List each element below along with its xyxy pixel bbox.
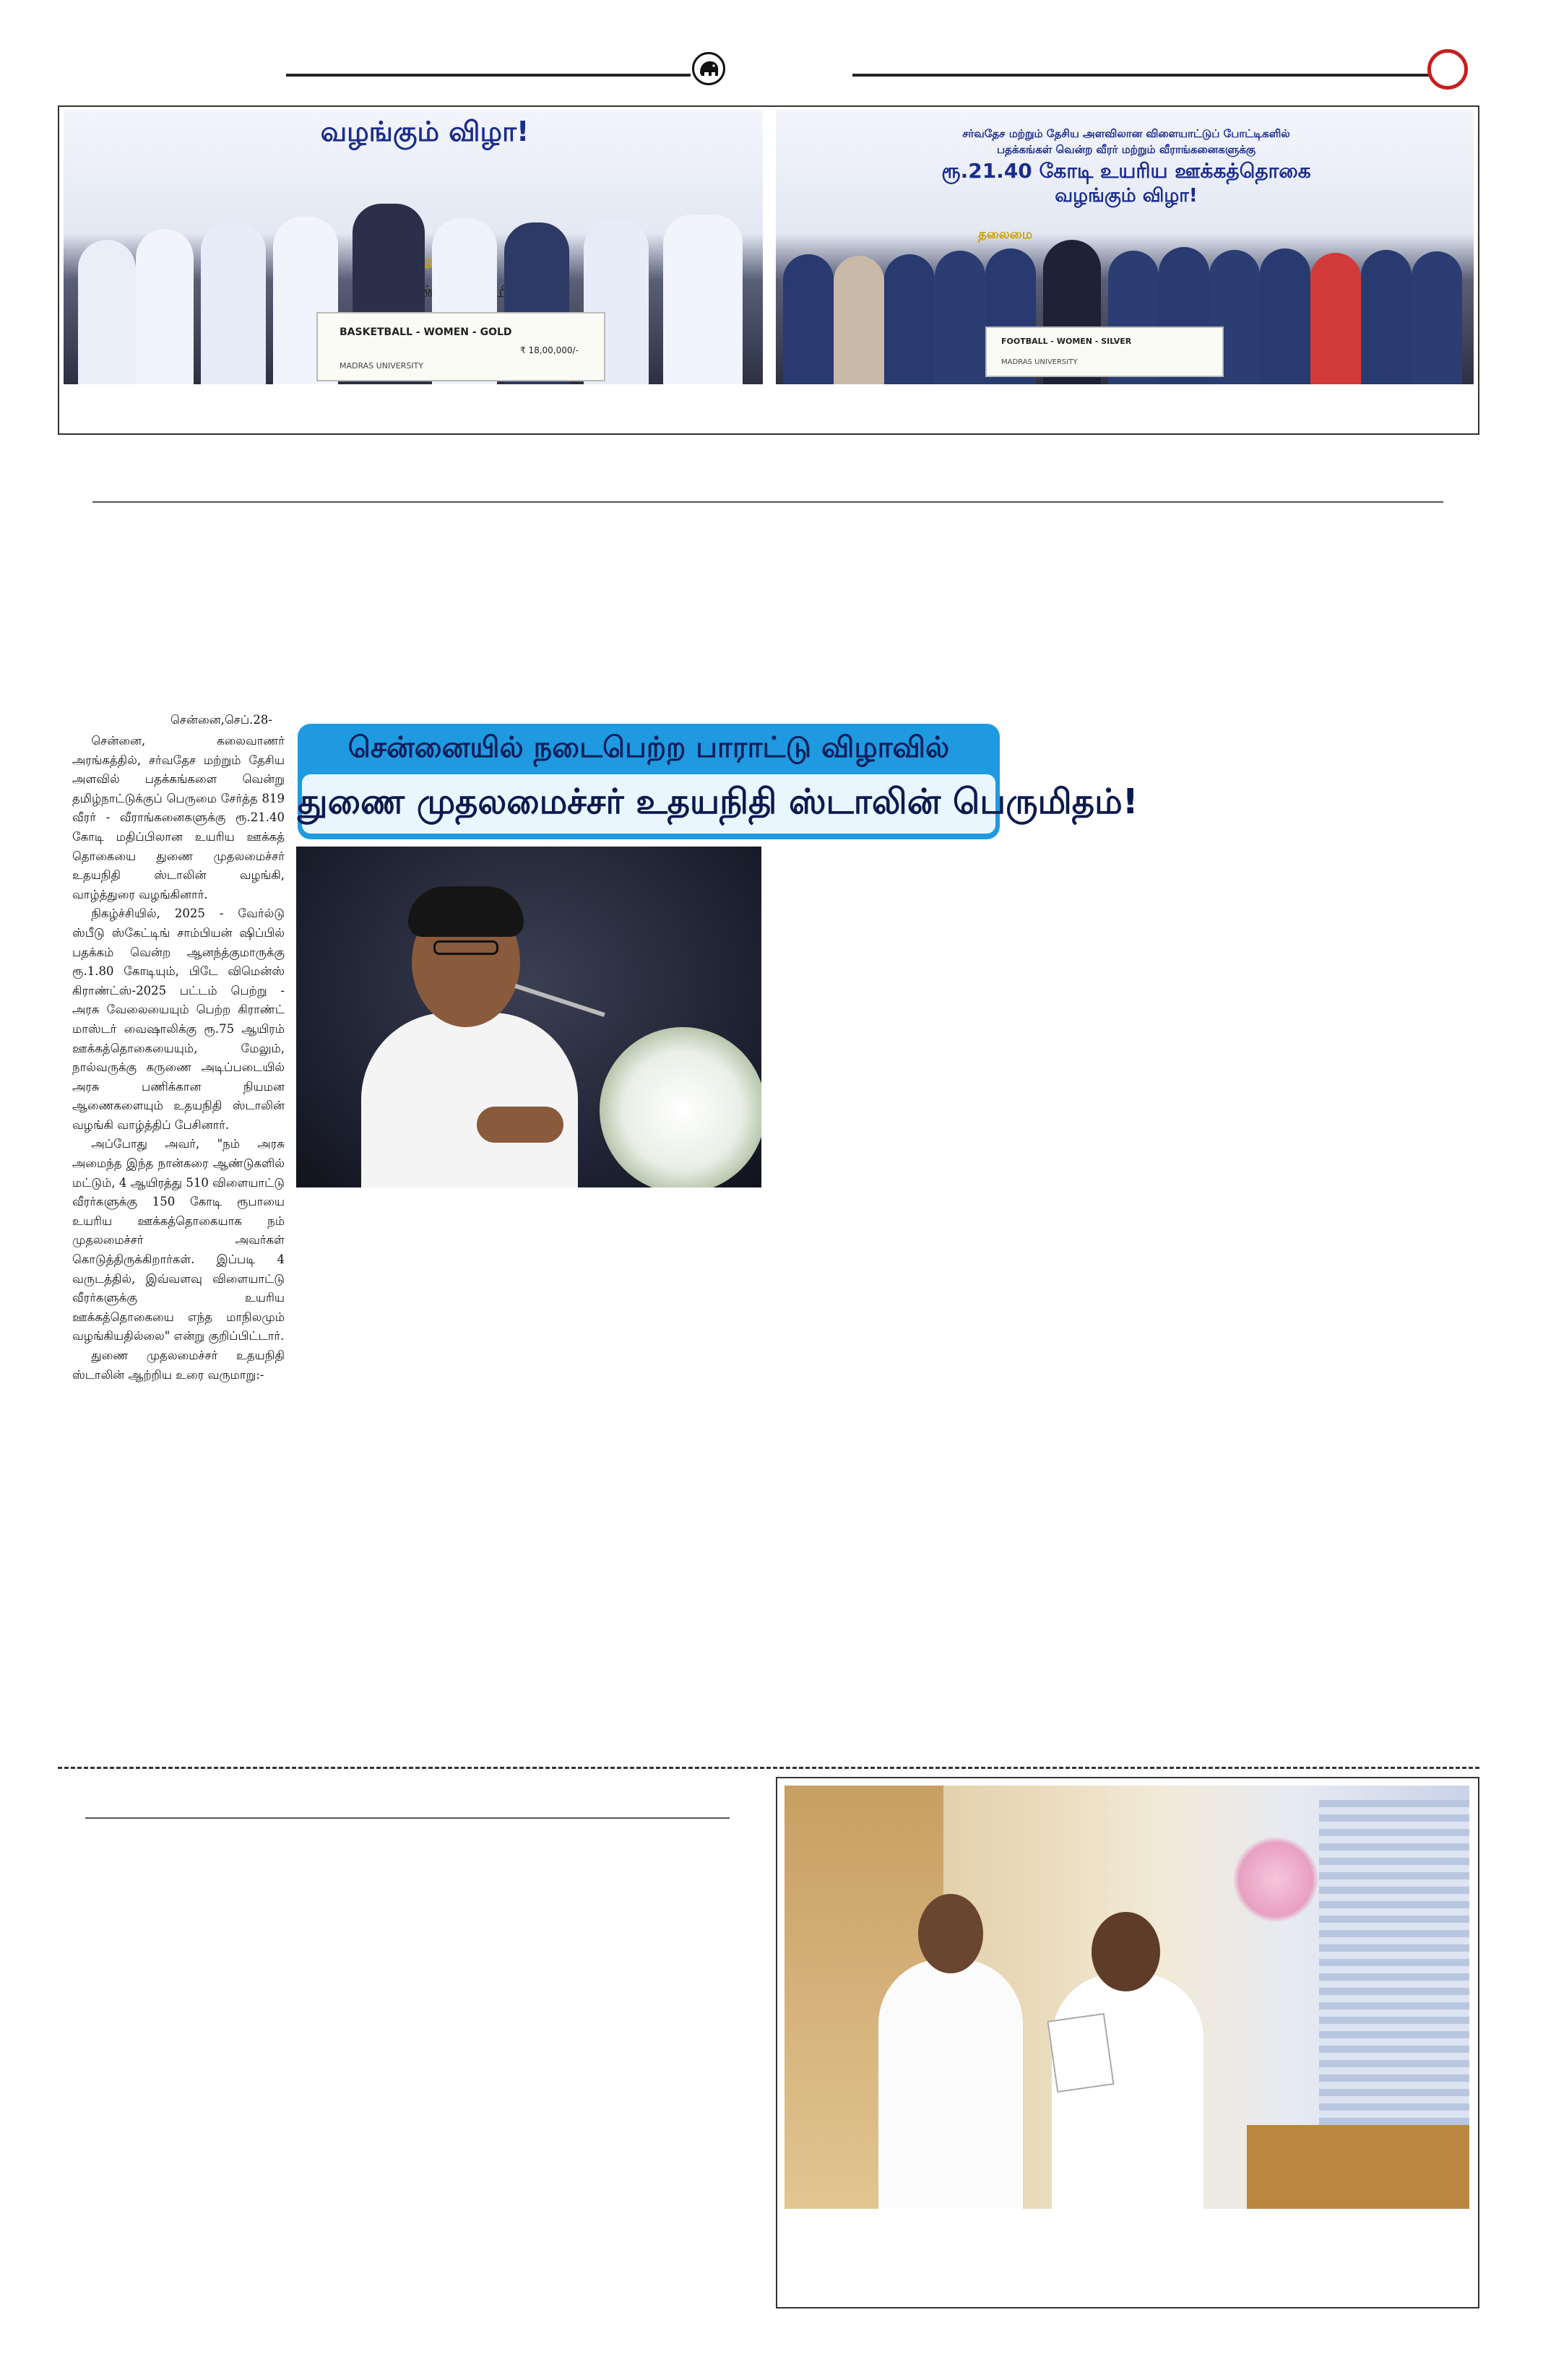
article-paragraph: நிகழ்ச்சியில், 2025 - வேர்ல்டு ஸ்பீடு ஸ்கேட்டிங் சாம்பியன் ஷிப்பில் பதக்கம் வென்ற ஆனந்த்குமாருக்கு ரூ.1.80 கோடியும், பிடே விமென்ஸ் கிராண்ட்ஸ்-2025 பட்டம் பெற்று - அரசு வேலையையும் பெற்ற கிராண்ட் மாஸ்டர் வைஷாலிக்கு ரூ.75 ஆயிரம் ஊக்கத்தொகையையும், மேலும், நால்வருக்கு கருணை அடிப்படையில் அரசு பணிக்கான நியமன ஆணைகளையும் உதயநிதி ஸ்டாலின் வழங்கி வாழ்த்திப் பேசினார். bbox=[72, 906, 285, 1132]
elephant-logo-icon bbox=[692, 52, 725, 85]
photo-basketball-team bbox=[64, 110, 763, 384]
cheque-board bbox=[985, 326, 1224, 377]
headline-line-1: சென்னையில் நடைபெற்ற பாராட்டு விழாவில் bbox=[347, 731, 950, 764]
banner-line-2: பதக்கங்கள் வென்ற வீரர் மற்றும் வீராங்கனைகளுக்கு bbox=[996, 143, 1256, 156]
article-dateline: சென்னை,செப்.28- bbox=[170, 713, 272, 727]
photo-speaker bbox=[296, 847, 761, 1187]
article-paragraph: அப்போது அவர், "நம் அரசு அமைந்த இந்த நான்கரை ஆண்டுகளில் மட்டும், 4 ஆயிரத்து 510 விளையாட்டு வீரர்களுக்கு 150 கோடி ரூபாயை உயரிய ஊக்கத்தொகையாக நம் முதலமைச்சர் அவர்கள் கொடுத்திருக்கிறார்கள். இப்படி 4 வருடத்தில், இவ்வளவு விளையாட்டு வீரர்களுக்கு உயரிய ஊக்கத்தொகையை எந்த மாநிலமும் வழங்கியதில்லை" என்று குறிப்பிட்டார். bbox=[72, 1137, 285, 1343]
cheque-title: FOOTBALL - WOMEN - SILVER bbox=[1001, 337, 1132, 346]
article-paragraph: துணை முதலமைச்சர் உதயநிதி ஸ்டாலின் ஆற்றிய உரை வருமாறு:- bbox=[72, 1349, 285, 1382]
cheque-payee: MADRAS UNIVERSITY bbox=[340, 361, 423, 371]
photo-office-meeting bbox=[785, 1786, 1469, 2209]
banner-line: வழங்கும் விழா! bbox=[320, 116, 530, 147]
cheque-title: BASKETBALL - WOMEN - GOLD bbox=[340, 326, 512, 338]
cheque-payee: MADRAS UNIVERSITY bbox=[1001, 358, 1078, 366]
banner-line-1: சர்வதேச மற்றும் தேசிய அளவிலான விளையாட்டுப் போட்டிகளில் bbox=[962, 127, 1290, 140]
article-paragraph: சென்னை, கலைவாணர் அரங்கத்தில், சர்வதேச மற்றும் தேசிய அளவில் பதக்கங்களை வென்று தமிழ்நாட்டுக்குப் பெருமை சேர்த்த 819 வீரர் - வீராங்கனைகளுக்கு ரூ.21.40 கோடி மதிப்பிலான உயரிய ஊக்கத் தொகையை துணை முதலமைச்சர் உதயநிதி ஸ்டாலின் வழங்கி, வாழ்த்துரை வழங்கினார். bbox=[72, 734, 285, 901]
masthead-rule-left bbox=[286, 74, 691, 77]
banner-line-4: வழங்கும் விழா! bbox=[1055, 185, 1198, 207]
photo-football-team bbox=[776, 110, 1474, 384]
article-body bbox=[72, 732, 285, 1385]
headline-line-2: துணை முதலமைச்சர் உதயநிதி ஸ்டாலின் பெருமிதம்! bbox=[298, 782, 1138, 822]
banner-line-3: ரூ.21.40 கோடி உயரிய ஊக்கத்தொகை bbox=[941, 159, 1311, 183]
dashed-separator bbox=[58, 1767, 1479, 1769]
headline-box bbox=[298, 724, 1138, 839]
banner-tag: தலைமை bbox=[978, 227, 1033, 242]
masthead-rule-right bbox=[852, 74, 1430, 77]
bottom-left-rule bbox=[85, 1817, 730, 1819]
section-separator bbox=[92, 501, 1443, 503]
cheque-amount: ₹ 18,00,000/- bbox=[520, 345, 579, 355]
page-circle-icon bbox=[1427, 49, 1468, 90]
cheque-board bbox=[316, 312, 605, 381]
